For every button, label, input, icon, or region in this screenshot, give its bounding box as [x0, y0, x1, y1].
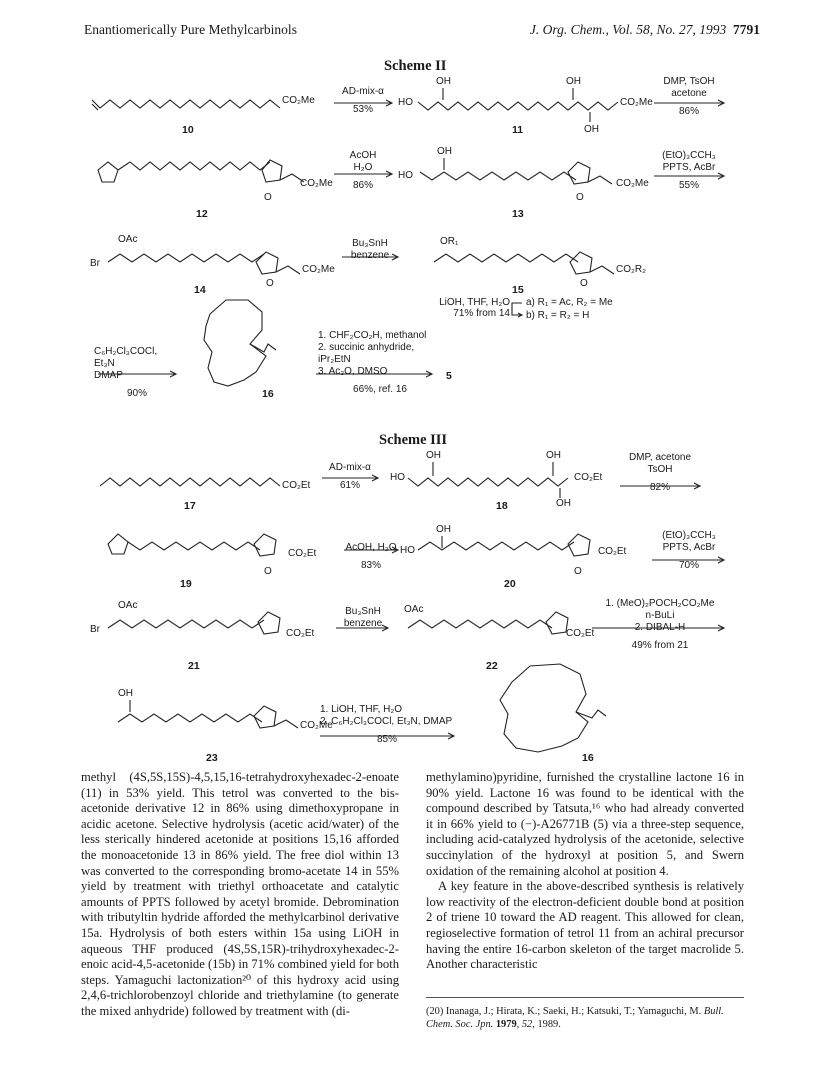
chain-21	[108, 620, 264, 628]
arrow-11-conditions	[652, 530, 726, 572]
group-co2et-22: CO₂Et	[566, 628, 595, 639]
arrow-10-conditions	[344, 542, 398, 572]
compound-18: 18	[496, 500, 508, 512]
group-oac-21: OAc	[118, 600, 138, 611]
group-ho-18: HO	[390, 472, 405, 483]
chain-15	[434, 254, 578, 262]
arrow-8-reagent: AD-mix-α	[329, 462, 371, 473]
group-oac-22: OAc	[404, 604, 424, 615]
group-ho-11: HO	[398, 97, 413, 108]
group-co2et-17: CO₂Et	[282, 480, 311, 491]
footnote-volume: 52	[521, 1018, 533, 1030]
arrow-9-yield: 82%	[649, 482, 670, 493]
arrow-3-conditions	[334, 150, 392, 192]
compound-12: 12	[196, 208, 208, 220]
group-co2et-21: CO₂Et	[286, 628, 315, 639]
arrow-5-reagent: Bu₃SnH benzene	[350, 238, 390, 261]
arrow-14-yield: 85%	[376, 734, 397, 745]
arrow-2-yield: 86%	[678, 106, 699, 117]
lioh-note: LiOH, THF, H₂O 71% from 14	[439, 297, 510, 319]
product-5: 5	[446, 370, 452, 382]
compound-10: 10	[182, 124, 194, 136]
arrow-13-reagent: 1. (MeO)₂POCH₂CO₂Me n-BuLi 2. DIBAL-H	[605, 598, 715, 633]
page-number: 7791	[733, 22, 760, 37]
chain-20	[418, 542, 574, 550]
group-oh-20: OH	[436, 524, 451, 535]
group-br-21: Br	[90, 624, 100, 635]
group-o-13: O	[576, 192, 584, 203]
arrow-11-reagent: (EtO)₃CCH₃ PPTS, AcBr	[662, 530, 716, 553]
group-oac-14: OAc	[118, 234, 138, 245]
arrow-4-conditions	[652, 150, 726, 192]
group-co2me-11: CO₂Me	[620, 97, 653, 108]
compound-15: 15	[512, 284, 524, 296]
branch-a: a) R₁ = Ac, R₂ = Me	[526, 297, 613, 308]
arrow-9-reagent: DMP, acetone TsOH	[628, 452, 692, 475]
group-oh-11b: OH	[566, 76, 581, 87]
arrow-7-reagent: 1. CHF₂CO₂H, methanol 2. succinic anhydride, iPr₂EtN 3. Ac₂O, DMSO	[318, 330, 427, 377]
arrow-2-conditions	[652, 76, 726, 118]
body-column-right	[426, 770, 744, 973]
dioxolane-12	[98, 162, 118, 182]
group-co2me-12: CO₂Me	[300, 178, 333, 189]
branch-b: b) R₁ = R₂ = H	[526, 310, 590, 321]
dioxolane-12b	[262, 160, 282, 182]
group-co2me-10: CO₂Me	[282, 95, 315, 106]
arrow-1-reagent: AD-mix-α	[342, 86, 384, 97]
group-co2et-20: CO₂Et	[598, 546, 627, 557]
arrow-13-conditions	[596, 598, 724, 652]
paragraph: A key feature in the above-described synthesis is relatively low reactivity of the electron-deficient double bond at position 2 of triene 10 toward the AD reagent. This allowed for clean, regioselective formation of tetrol 11 from an achiral precursor having the entire 16-carbon skeleton of the target macrolide 5. Another characteristic	[426, 879, 744, 972]
group-co2me-13: CO₂Me	[616, 178, 649, 189]
compound-16-scheme3: 16	[582, 752, 594, 764]
arrow-6-yield: 90%	[126, 388, 147, 399]
compound-23: 23	[206, 752, 218, 764]
arrow-3-yield: 86%	[352, 180, 373, 191]
group-co2et-19: CO₂Et	[288, 548, 317, 559]
footnote-20: (20) Inanaga, J.; Hirata, K.; Saeki, H.; Katsuki, T.; Yamaguchi, M. Bull. Chem. Soc. Jpn. 1979, 52, 1989.	[426, 997, 744, 1031]
arrow-5-conditions	[340, 238, 400, 262]
arrow-1-yield: 53%	[352, 104, 373, 115]
arrow-8-conditions	[322, 462, 378, 492]
arrow-6-reagent: C₆H₂Cl₃COCl, Et₃N DMAP	[94, 346, 158, 381]
arrow-9-conditions	[622, 452, 698, 494]
branch-bracket	[512, 303, 522, 315]
group-oh-18c: OH	[556, 498, 571, 509]
chain-22	[408, 620, 552, 628]
arrow-13-yield: 49% from 21	[631, 640, 689, 651]
group-oh-11c: OH	[584, 124, 599, 135]
arrow-10-yield: 83%	[360, 560, 381, 571]
scheme-iii-title: Scheme III	[379, 432, 448, 448]
chain-23	[118, 714, 262, 722]
group-oh-13: OH	[437, 146, 452, 157]
arrow-10-reagent: AcOH, H₂O	[345, 542, 397, 553]
group-or1-15: OR₁	[440, 236, 459, 247]
group-ho-13: HO	[398, 170, 413, 181]
footnote-authors: Inanaga, J.; Hirata, K.; Saeki, H.; Katsuki, T.; Yamaguchi, M.	[445, 1006, 702, 1017]
group-o-20: O	[574, 566, 582, 577]
group-oh-11a: OH	[436, 76, 451, 87]
scheme-ii-title: Scheme II	[384, 58, 447, 74]
group-oh-23: OH	[118, 688, 133, 699]
group-o-19: O	[264, 566, 272, 577]
macrolide-16	[204, 300, 266, 386]
paragraph: methylamino)pyridine, furnished the crystalline lactone 16 in 90% yield. Lactone 16 was found to be identical with the compound described by Tatsuta,¹⁶ who had already converted it in 66% yield to (−)-A26771B (5) via a three-step sequence, including acid-catalyzed hydrolysis of the acetonide, selective succinylation of the hydroxyl at position 5, and Swern oxidation of the remaining alcohol at position 4.	[426, 770, 744, 878]
arrow-2-reagent: DMP, TsOH acetone	[663, 76, 715, 99]
arrow-1-conditions	[334, 86, 392, 116]
footnote-year: 1979	[495, 1018, 517, 1030]
paragraph: methyl (4S,5S,15S)-4,5,15,16-tetrahydroxyhexadec-2-enoate (11) in 53% yield. This tetrol was converted to the bis-acetonide derivative 12 in 86% using dimethoxypropane in acidic acetone. Selective hydrolysis (acetic acid/water) of the less sterically hindered acetonide at positions 15,16 afforded the monoacetonide 13 in 86% yield. The free diol within 13 was converted to the corresponding bromo-acetate 14 in 55% yield by treatment with triethyl orthoacetate and catalytic amounts of PPTS followed by acetyl bromide. Debromination with tributyltin hydride afforded the methylcarbinol derivative 15a. Hydrolysis of both esters within 15a using LiOH in aqueous THF produced (4S,5S,15R)-trihydroxyhexadec-2-enoic acid-4,5-acetonide (15b) in 71% combined yield for both steps. Yamaguchi lactonization²⁰ of this hydroxy acid using 2,4,6-trichlorobenzoyl chloride and triethylamine (to generate the mixed anhydride) followed by treatment with (di-	[81, 770, 399, 1018]
group-oh-18a: OH	[426, 450, 441, 461]
chain-13	[420, 172, 576, 180]
group-co2me-14: CO₂Me	[302, 264, 335, 275]
chain-10	[92, 100, 280, 108]
chain-14	[108, 254, 264, 262]
group-co2me-23: CO₂Me	[300, 720, 333, 731]
arrow-7-yield: 66%, ref. 16	[353, 384, 407, 395]
arrow-8-yield: 61%	[339, 480, 360, 491]
footnote-pages: 1989.	[537, 1018, 561, 1030]
arrow-7-conditions	[318, 330, 442, 396]
arrow-14-conditions	[320, 704, 454, 746]
body-column-left	[81, 770, 399, 1020]
arrow-6-conditions	[94, 346, 180, 400]
compound-16-scheme2: 16	[262, 388, 274, 400]
compound-13: 13	[512, 208, 524, 220]
group-co2et-18: CO₂Et	[574, 472, 603, 483]
journal-citation: J. Org. Chem., Vol. 58, No. 27, 1993	[529, 22, 727, 37]
arrow-3-reagent: AcOH H₂O	[349, 150, 377, 173]
chain-17	[100, 478, 280, 486]
compound-19: 19	[180, 578, 192, 590]
footnote-number: (20)	[426, 1006, 444, 1017]
group-o-15: O	[580, 278, 588, 289]
arrow-4-yield: 55%	[678, 180, 699, 191]
arrow-4-reagent: (EtO)₃CCH₃ PPTS, AcBr	[662, 150, 716, 173]
macrolide-16b	[500, 664, 588, 752]
group-br-14: Br	[90, 258, 100, 269]
arrow-14-reagent: 1. LiOH, THF, H₂O 2. C₆H₂Cl₃COCl, Et₃N, DMAP	[320, 704, 453, 727]
dioxolane-19	[108, 534, 128, 554]
arrow-12-reagent: Bu₃SnH benzene	[343, 606, 383, 629]
footnote-journal: Bull. Chem. Soc. Jpn.	[426, 1006, 724, 1030]
chain-11	[418, 102, 618, 110]
compound-21: 21	[188, 660, 200, 672]
compound-22: 22	[486, 660, 498, 672]
compound-11: 11	[512, 124, 524, 136]
compound-17: 17	[184, 500, 196, 512]
group-ho-20: HO	[400, 545, 415, 556]
group-o-12: O	[264, 192, 272, 203]
compound-20: 20	[504, 578, 516, 590]
group-o-14: O	[266, 278, 274, 289]
group-oh-18b: OH	[546, 450, 561, 461]
arrow-11-yield: 70%	[678, 560, 699, 571]
compound-14: 14	[194, 284, 206, 296]
chain-18	[408, 478, 568, 486]
running-header-title: Enantiomerically Pure Methylcarbinols	[84, 22, 297, 37]
group-co2r2-15: CO₂R₂	[616, 264, 646, 275]
arrow-12-conditions	[334, 606, 392, 630]
